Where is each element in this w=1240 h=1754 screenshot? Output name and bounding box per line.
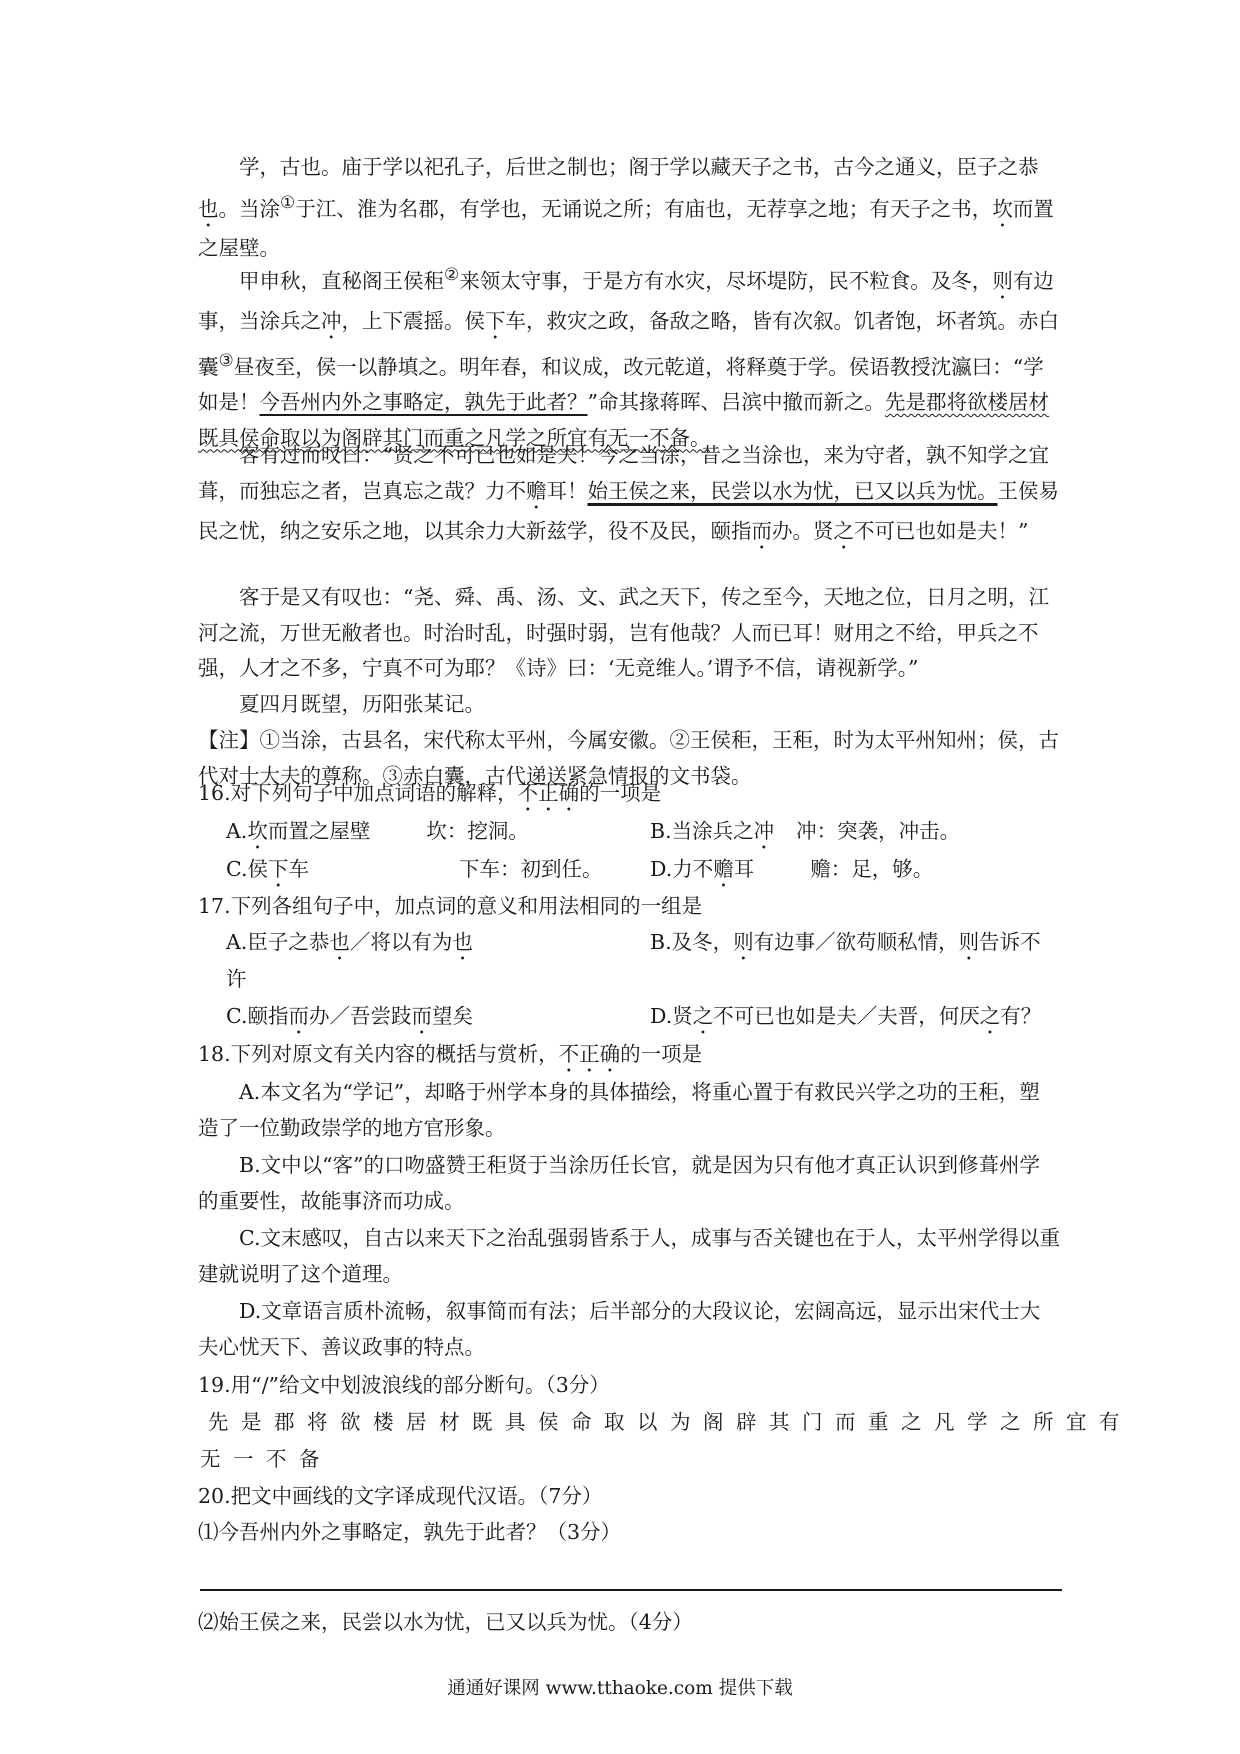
text-run: D.力不 — [650, 857, 714, 881]
question-20-stem: 20.把文中画线的文字译成现代汉语。（7分） — [198, 1484, 603, 1508]
emphasized-char: 也 — [329, 930, 350, 954]
emphasized-char: 冲 — [753, 819, 775, 843]
text-run: A. — [226, 819, 248, 843]
question-16-stem — [198, 776, 661, 816]
emphasized-char: 赡 — [526, 478, 547, 503]
q16-option-b — [650, 814, 960, 854]
passage-paragraph-4 — [198, 580, 1060, 687]
emphasized-char: 之 — [979, 1004, 1001, 1028]
text-run: A.臣子之恭 — [226, 930, 330, 954]
emphasized-char: 冲 — [321, 308, 342, 333]
wavy-underlined-passage: 先是郡将欲楼居材既具侯命取以为阁辟其门而重之凡学之所宜有无一不备。 — [198, 390, 1049, 450]
text-run: 告诉不 — [979, 930, 1041, 954]
q18-option-d: D.文章语言质朴流畅，叙事简而有法；后半部分的大段议论，宏阔高远，显示出宋代士大夫心忧天下、善议政事的特点。 — [198, 1299, 1041, 1359]
q17-option-b-wrap: 许 — [226, 967, 247, 991]
text-run: B.当涂兵之 — [650, 819, 754, 843]
passage-paragraph-1 — [198, 150, 1060, 267]
underlined-sentence-1: 今吾州内外之事略定，孰先于此者？ — [259, 390, 588, 415]
emphasized-text: 不正确 — [517, 781, 580, 805]
footnote-marker: ③ — [218, 350, 234, 371]
emphasized-char: 则 — [958, 930, 980, 954]
q19-punctuation-line-1[interactable]: 先是郡将欲楼居材既具侯命取以为阁辟其门而重之凡学之所宜有 — [208, 1410, 1132, 1434]
text-run: 昼夜至，侯一以静填之。明年春，和议成，改元乾道，将释奠于学。侯语教授沈瀛曰：“学如是！ — [198, 354, 1044, 415]
passage-paragraph-3 — [198, 438, 1060, 554]
text-run: ”命其掾蒋晖、吕滨中撤而新之。 — [587, 390, 885, 415]
text-run: 的一项是 — [579, 781, 662, 805]
text-run: D.贤 — [650, 1004, 693, 1028]
text-run: 的一项是 — [620, 1042, 703, 1066]
emphasized-char: 则 — [733, 930, 754, 954]
passage-paragraph-2 — [198, 258, 1060, 456]
text-run: 有？ — [1000, 1004, 1042, 1028]
q17-option-b — [650, 925, 1041, 965]
text-run: 有边事，当涂兵之 — [198, 268, 1054, 333]
text-run: 不可已也如是夫／夫晋，何厌 — [713, 1004, 980, 1028]
option-definition: 冲：突袭，冲击。 — [796, 819, 961, 843]
question-19-stem: 19.用“/”给文中划波浪线的部分断句。（3分） — [198, 1373, 610, 1397]
emphasized-char: 而 — [288, 1004, 309, 1028]
underlined-sentence-2: 始王侯之来，民尝以水为忧，已又以兵为忧。 — [587, 478, 998, 503]
passage-signature — [198, 687, 1060, 723]
text-run: 18.下列对原文有关内容的概括与赏析， — [198, 1042, 559, 1066]
answer-line[interactable] — [200, 1589, 1062, 1591]
footnote-marker: ① — [280, 192, 296, 213]
text-run: 不可已也如是夫！” — [854, 518, 1029, 543]
emphasized-char: 而 — [751, 518, 772, 543]
text-run: 而置之屋壁 — [267, 819, 371, 843]
emphasized-char: 之 — [833, 518, 854, 543]
emphasized-char: 而 — [411, 1004, 432, 1028]
q17-option-a — [226, 925, 473, 965]
text-run: C.侯 — [226, 857, 268, 881]
q20-sentence-1: ⑴今吾州内外之事略定，孰先于此者？（3分） — [198, 1520, 622, 1544]
q16-option-a — [226, 814, 529, 854]
q17-option-c — [226, 999, 473, 1039]
q18-option-c: C.文末感叹，自古以来天下之治乱强弱皆系于人，成事与否关键也在于人，太平州学得以重建就说明了这个道理。 — [198, 1226, 1060, 1286]
text-run: ／将以有为 — [349, 930, 453, 954]
question-18-stem — [198, 1037, 702, 1077]
emphasized-char: 下 — [485, 308, 506, 333]
text-run: 耳 — [733, 857, 755, 881]
text-run: 办／吾尝跂 — [308, 1004, 412, 1028]
text-run: 车 — [288, 857, 309, 881]
emphasized-char: 也 — [198, 196, 219, 221]
text-run: 车，救灾之政，备敌之略，皆有次叙。饥者饱，坏者筑。赤白囊 — [198, 308, 1059, 379]
text-run: 于江、淮为名郡，有学也，无诵说之所；有庙也，无荐享之地；有天子之书， — [295, 196, 993, 221]
option-definition: 赡：足，够。 — [810, 857, 934, 881]
text-run: 来领太守事，于是方有水灾，尽坏堤防，民不粒食。及冬， — [459, 268, 993, 293]
text-run: 客于是又有叹也：“尧、舜、禹、汤、文、武之天下，传之至今，天地之位，日月之明，江河之流，万世无敝者也。时治时乱，时强时弱，岂有他哉？人而已耳！财用之不给，甲兵之不强，人才之不多，宁真不可为耶？《诗》曰：‘无竞维人。’谓予不信，请视新学。” — [198, 585, 1049, 680]
q19-punctuation-line-2[interactable]: 无一不备 — [200, 1447, 332, 1471]
q18-option-b: B.文中以“客”的口吻盛赞王秬贤于当涂历任长官，就是因为只有他才真正认识到修葺州学的重要性，故能事济而功成。 — [198, 1153, 1041, 1213]
emphasized-char: 之 — [692, 1004, 714, 1028]
note-text: ①当涂，古县名，宋代称太平州，今属安徽。②王侯秬，王秬，时为太平州知州；侯，古代对士大夫的尊称。③赤白囊，古代递送紧急情报的文书袋。 — [198, 728, 1059, 788]
emphasized-char: 则 — [992, 268, 1013, 293]
emphasized-char: 坎 — [992, 196, 1013, 221]
text-run: 有边事／欲苟顺私情， — [753, 930, 959, 954]
text-run: 学，古也。庙于学以祀孔子，后世之制也；阁于学以藏天子之书，古今之通义，臣子之恭 — [239, 155, 1039, 179]
option-definition: 下车：初到任。 — [458, 857, 603, 881]
text-run: 耳！ — [546, 478, 588, 503]
text-run: B.及冬， — [650, 930, 734, 954]
footnote-marker: ② — [444, 265, 460, 285]
option-definition: 坎：挖洞。 — [426, 819, 529, 843]
note-tag: 【注】 — [198, 728, 260, 752]
q16-option-c — [226, 852, 602, 892]
emphasized-char: 赡 — [713, 857, 734, 881]
text-run: 。当涂 — [218, 196, 280, 221]
q17-option-d — [650, 999, 1041, 1039]
question-17-stem: 17.下列各组句子中，加点词的意义和用法相同的一组是 — [198, 894, 703, 918]
text-run: 夏四月既望，历阳张某记。 — [239, 692, 485, 716]
text-run: 甲申秋，直秘阁王侯秬 — [239, 268, 444, 293]
emphasized-char: 下 — [267, 857, 289, 881]
text-run: 办。贤 — [772, 518, 834, 543]
q18-option-a: A.本文名为“学记”，却略于州学本身的具体描绘，将重心置于有救民兴学之功的王秬，塑造了一位勤政崇学的地方官形象。 — [198, 1080, 1040, 1140]
text-run: 16.对下列句子中加点词语的解释， — [198, 781, 518, 805]
emphasized-text: 不正确 — [558, 1042, 621, 1066]
q16-option-d — [650, 852, 933, 892]
q20-sentence-2: ⑵始王侯之来，民尝以水为忧，已又以兵为忧。（4分） — [198, 1610, 693, 1634]
emphasized-char: 坎 — [247, 819, 268, 843]
text-run: C.颐指 — [226, 1004, 289, 1028]
page-footer: 通通好课网 www.tthaoke.com 提供下载 — [447, 1678, 793, 1699]
emphasized-char: 也 — [452, 930, 473, 954]
text-run: 王侯易民之忧，纳之安乐之地，以其余力大新兹学，役不及民，颐指 — [198, 478, 1059, 543]
text-run: 客有过而叹曰：“贤之不可已也如是夫！今之当涂，昔之当涂也，来为守者，孰不知学之宜葺，而独忘之者，岂真忘之哉？力不 — [198, 443, 1049, 503]
text-run: ，上下震摇。侯 — [341, 308, 485, 333]
text-run: 望矣 — [431, 1004, 473, 1028]
text-run: 而置之屋壁。 — [198, 196, 1054, 261]
